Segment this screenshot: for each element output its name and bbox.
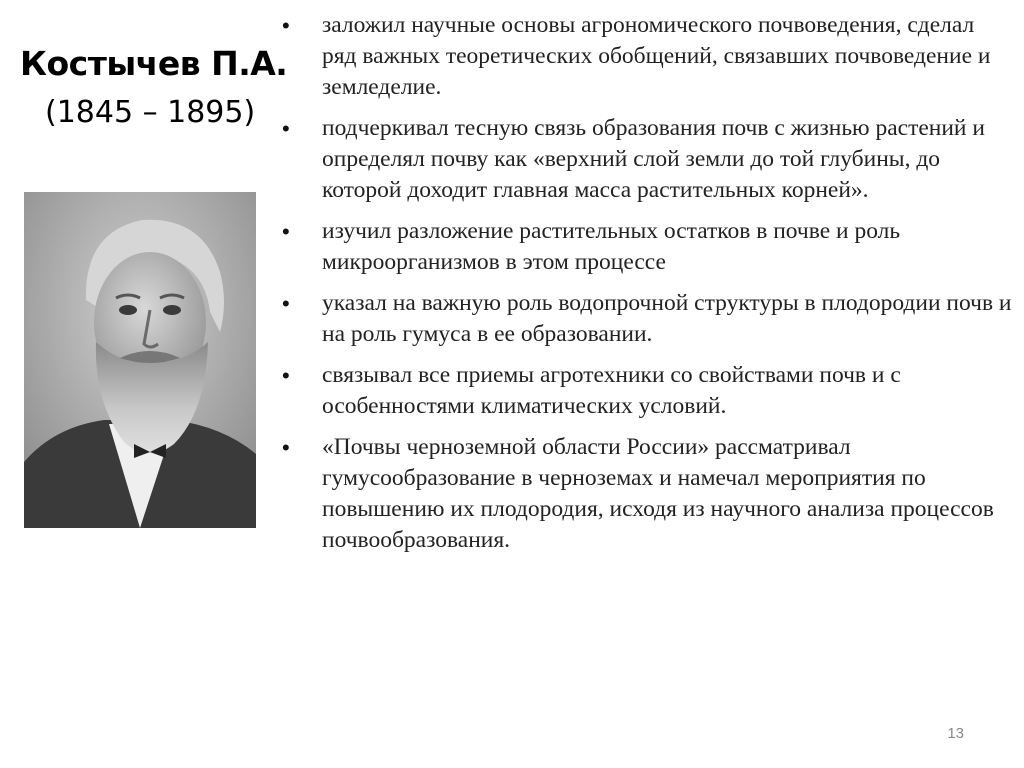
bullet-icon: • [282, 363, 290, 388]
list-item [282, 432, 1014, 556]
bullet-text: указал на важную роль водопрочной структуры в плодородии почв и на роль гумуса в ее образовании. [322, 290, 1012, 347]
bullet-icon: • [282, 291, 290, 316]
list-item [282, 216, 1014, 278]
list-item [282, 288, 1014, 350]
slide-years: (1845 – 1895) [45, 95, 256, 130]
bullet-text: заложил научные основы агрономического почвоведения, сделал ряд важных теоретических обобщений, связавших почвоведение и земледелие. [322, 12, 991, 100]
slide-title: Костычев П.А. [20, 44, 288, 83]
bullet-icon: • [282, 13, 290, 38]
bullet-text: связывал все приемы агротехники со свойствами почв и с особенностями климатических условий. [322, 362, 901, 419]
bullet-text: «Почвы черноземной области России» рассматривал гумусообразование в черноземах и намечал мероприятия по повышению их плодородия, исходя из научного анализа процессов почвообразования. [322, 434, 994, 553]
page-number: 13 [947, 725, 964, 742]
list-item [282, 113, 1014, 206]
bullet-text: подчеркивал тесную связь образования почв с жизнью растений и определял почву как «верхний слой земли до той глубины, до которой доходит главная масса растительных корней». [322, 115, 985, 203]
bullet-text: изучил разложение растительных остатков в почве и роль микроорганизмов в этом процессе [322, 218, 901, 275]
bullet-icon: • [282, 219, 290, 244]
list-item [282, 10, 1014, 103]
bullet-list [282, 10, 1014, 566]
list-item [282, 360, 1014, 422]
portrait-image [24, 192, 256, 528]
bullet-icon: • [282, 435, 290, 460]
bullet-icon: • [282, 116, 290, 141]
